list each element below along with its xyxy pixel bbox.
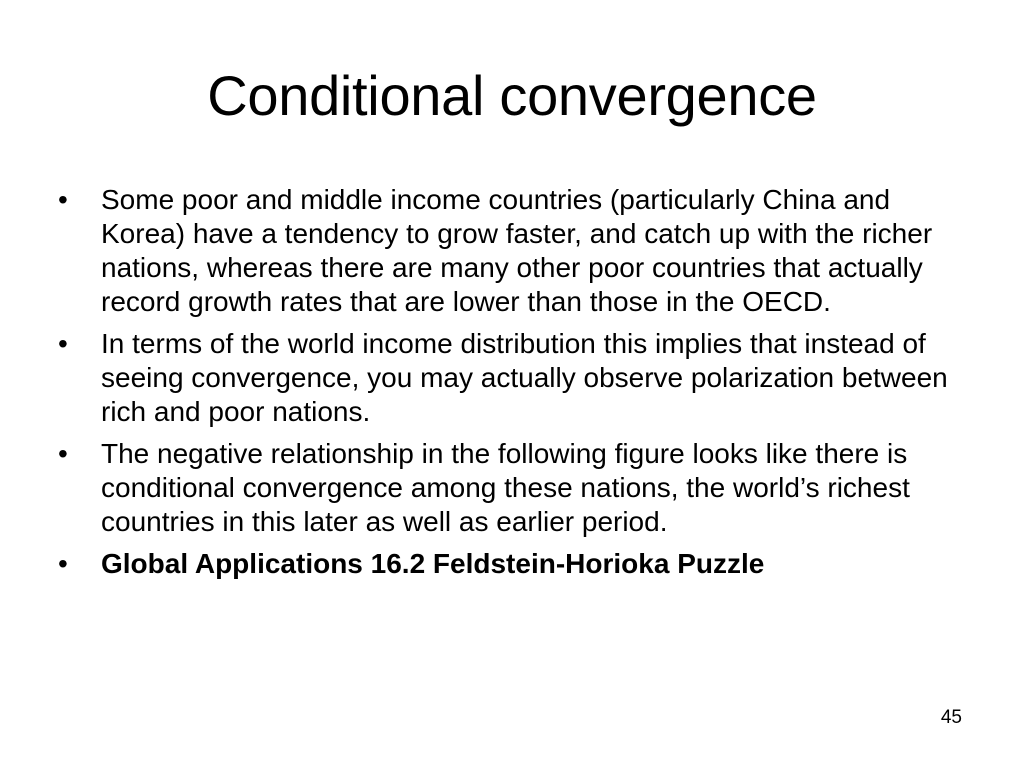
bullet-item [58,437,978,539]
bullet-item [58,183,978,319]
bullet-marker: • [58,548,68,579]
bullet-item [58,327,978,429]
bullet-marker: • [58,438,68,469]
bullet-marker: • [58,184,68,215]
bullet-marker: • [58,328,68,359]
slide-title: Conditional convergence [207,64,817,127]
bullet-text: The negative relationship in the following figure looks like there is conditional convergence among these nations, the world’s richest countries in this later as well as earlier period. [101,438,910,537]
bullet-list [58,183,978,589]
bullet-text-bold: Global Applications 16.2 Feldstein-Horioka Puzzle [101,548,765,579]
bullet-text: In terms of the world income distribution this implies that instead of seeing convergence, you may actually observe polarization between rich and poor nations. [101,328,948,427]
bullet-item [58,547,978,581]
page-number: 45 [940,707,962,728]
bullet-text: Some poor and middle income countries (particularly China and Korea) have a tendency to grow faster, and catch up with the richer nations, whereas there are many other poor countries that actually record growth rates that are lower than those in the OECD. [101,184,933,317]
